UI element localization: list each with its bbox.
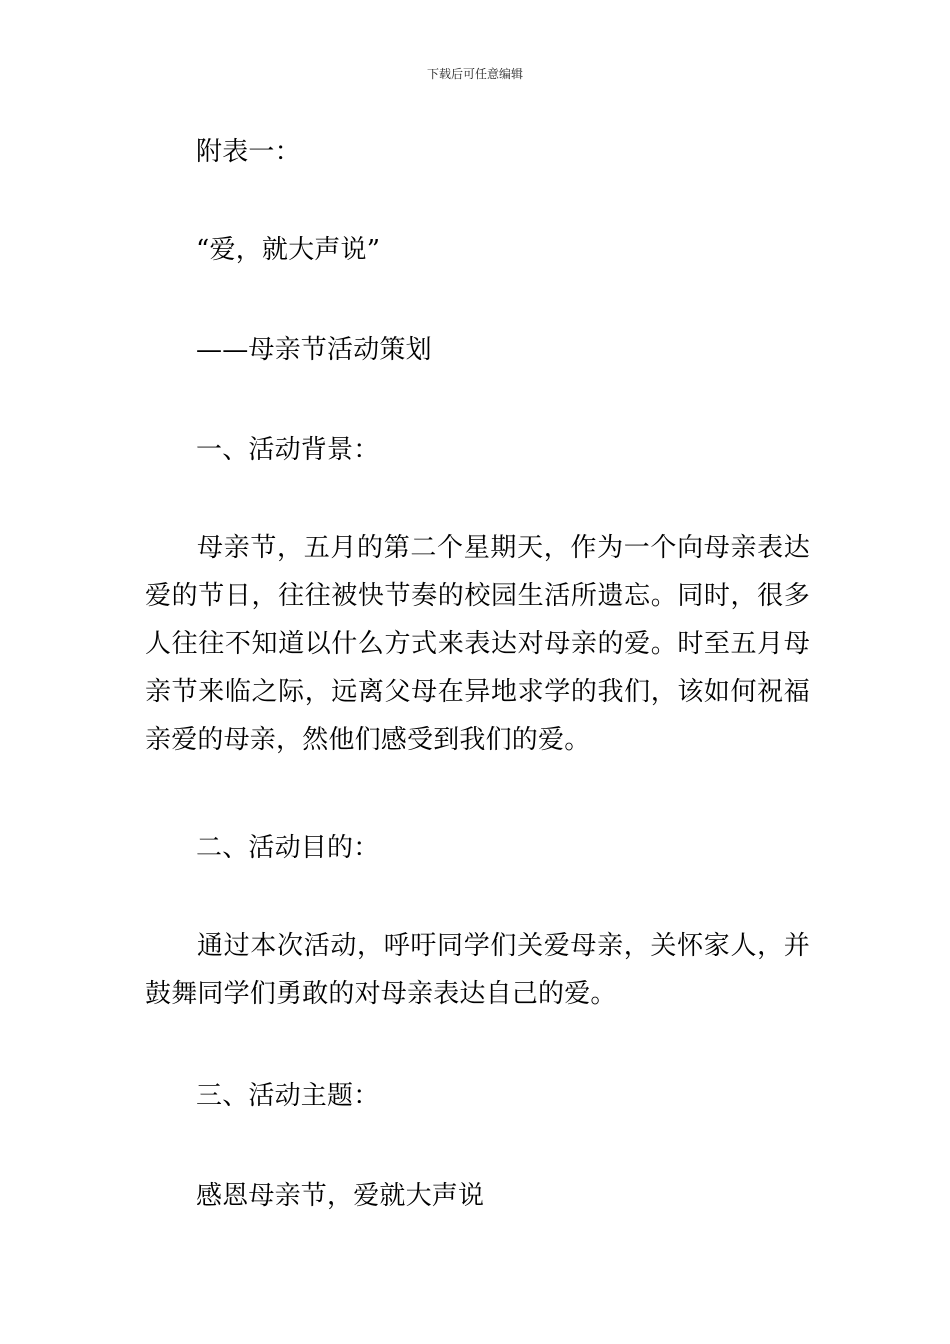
appendix-label: 附表一： (196, 137, 301, 167)
section-2-paragraph: 通过本次活动，呼吁同学们关爱母亲，关怀家人，并鼓舞同学们勇敢的对母亲表达自己的爱。 (145, 931, 810, 1009)
section-1-paragraph: 母亲节，五月的第二个星期天，作为一个向母亲表达爱的节日，往往被快节奏的校园生活所遗忘。同时，很多人往往不知道以什么方式来表达对母亲的爱。时至五月母亲节来临之际，远离父母在异地求学的我们，该如何祝福亲爱的母亲，然他们感受到我们的爱。 (145, 533, 810, 755)
section-1-heading: 一、活动背景： (196, 435, 380, 465)
section-3-theme: 感恩母亲节，爱就大声说 (196, 1181, 485, 1211)
section-3-heading: 三、活动主题： (196, 1081, 380, 1111)
page-header: 下载后可任意编辑 (426, 67, 523, 81)
document-title: “爱，就大声说” (196, 235, 381, 265)
section-2-heading: 二、活动目的： (196, 833, 380, 863)
document-subtitle: ——母亲节活动策划 (196, 335, 432, 365)
